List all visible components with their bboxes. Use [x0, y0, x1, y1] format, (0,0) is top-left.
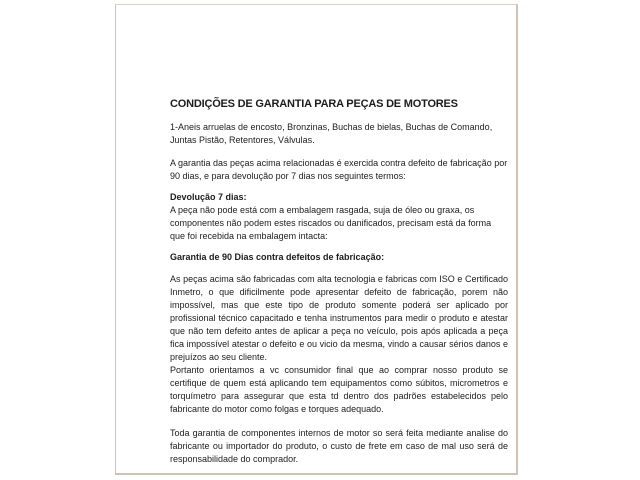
- garantia-paragraph-2: Portanto orientamos a vc consumidor final que ao comprar nosso produto se certifique de quem está aplicando tem equipamentos como súbitos, micrometros e torquímetro para assegurar que esta td dentro dos padrões estabelecidos pelo fabricante do motor como folgas e torques adequado.: [170, 365, 508, 414]
- closing-paragraph: Toda garantia de componentes internos de motor so será feita mediante analise do fabricante ou importador do produto, o custo de frete em caso de mal uso será de responsabilidade do comprador.: [170, 428, 508, 464]
- warranty-summary-paragraph: A garantia das peças acima relacionadas é exercida contra defeito de fabricação por 90 dias, e para devolução por 7 dias nos seguintes termos:: [170, 158, 508, 181]
- document-page: [115, 4, 518, 475]
- document-title: CONDIÇÕES DE GARANTIA PARA PEÇAS DE MOTORES: [170, 98, 458, 110]
- devolucao-paragraph: A peça não pode está com a embalagem rasgada, suja de óleo ou graxa, os componentes não podem estes riscados ou danificados, precisam está da forma que foi recebida na embalagem intacta:: [170, 205, 492, 241]
- garantia-paragraph-1: As peças acima são fabricadas com alta tecnologia e fabricas com ISO e Certificado Inmetro, o que dificilmente pode apresentar defeito de fabricação, porem não impossível, mas que este tipo de produto somente poderá ser aplicado por profissional técnico capacitado e tenha instrumentos para medir o produto e atestar que não tem defeito antes de aplicar a peça no veículo, pois após aplicada a peça fica impossível atestar o defeito e ou vicio da mesma, vindo a causar sérios danos e prejuízos ao seu cliente.: [170, 274, 508, 362]
- document-content: [170, 97, 508, 466]
- devolucao-heading: Devolução 7 dias:: [170, 192, 247, 202]
- garantia-90-dias-heading: Garantia de 90 Dias contra defeitos de fabricação:: [170, 252, 385, 262]
- parts-list-paragraph: 1-Aneis arruelas de encosto, Bronzinas, Buchas de bielas, Buchas de Comando, Juntas Pistão, Retentores, Válvulas.: [170, 122, 493, 145]
